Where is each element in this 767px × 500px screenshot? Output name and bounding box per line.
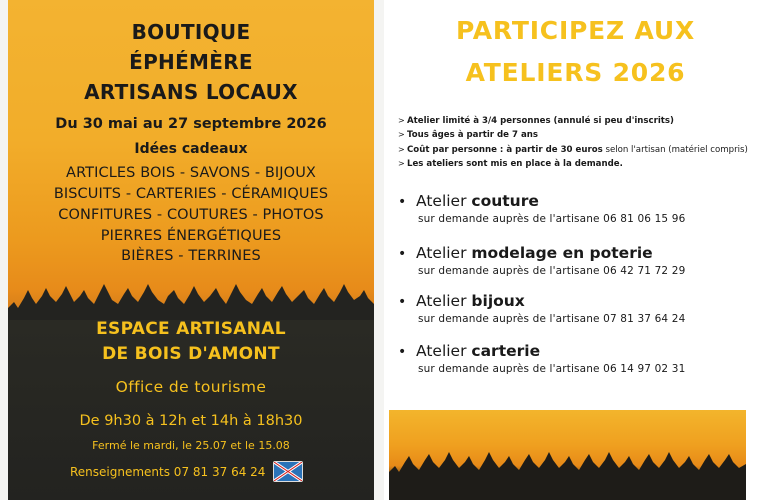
atelier-contact: sur demande auprès de l'artisane 07 81 37 64 24 xyxy=(418,313,686,325)
right-title-line-1: PARTICIPEZ AUX xyxy=(455,16,696,45)
workshop-rules-list xyxy=(398,114,763,171)
atelier-contact: sur demande auprès de l'artisane 06 42 71 72 29 xyxy=(418,265,686,277)
arrow-icon: > xyxy=(398,130,405,140)
left-products-line-2: BISCUITS - CARTERIES - CÉRAMIQUES xyxy=(53,186,329,202)
atelier-poterie: • Atelier modelage en poterie sur demande auprès de l'artisane 06 42 71 72 29 xyxy=(398,244,758,277)
bullet-icon: • xyxy=(398,194,407,210)
rule-item: > Les ateliers sont mis en place à la demande. xyxy=(398,157,763,171)
left-products-line-1: ARTICLES BOIS - SAVONS - BIJOUX xyxy=(66,165,316,181)
arrow-icon: > xyxy=(398,158,405,168)
left-gift-ideas: Idées cadeaux xyxy=(134,141,248,157)
venue-name-line-2: DE BOIS D'AMONT xyxy=(102,344,280,364)
bullet-icon: • xyxy=(398,344,407,360)
left-title-line-3: ARTISANS LOCAUX xyxy=(84,80,298,104)
rule-item: > Atelier limité à 3/4 personnes (annulé si peu d'inscrits) xyxy=(398,114,763,128)
left-products-line-3: CONFITURES - COUTURES - PHOTOS xyxy=(58,207,324,223)
atelier-couture: • Atelier couture sur demande auprès de l'artisane 06 81 06 15 96 xyxy=(398,192,758,225)
arrow-icon: > xyxy=(398,116,405,125)
flag-icon xyxy=(273,461,303,482)
bullet-icon: • xyxy=(398,246,407,262)
sunset-forest-photo xyxy=(389,410,746,500)
right-title-line-2: ATELIERS 2026 xyxy=(465,58,686,87)
venue-name-line-1: ESPACE ARTISANAL xyxy=(96,319,286,339)
left-flyer xyxy=(8,0,374,500)
info-phone: Renseignements 07 81 37 64 24 xyxy=(70,465,266,479)
left-products-line-4: PIERRES ÉNERGÉTIQUES xyxy=(100,228,282,244)
rule-item: > Coût par personne : à partir de 30 euros selon l'artisan (matériel compris) xyxy=(398,143,763,157)
atelier-contact: sur demande auprès de l'artisane 06 14 97 02 31 xyxy=(418,363,686,375)
atelier-bijoux: • Atelier bijoux sur demande auprès de l'artisane 07 81 37 64 24 xyxy=(398,292,758,325)
closing-days: Fermé le mardi, le 25.07 et le 15.08 xyxy=(92,439,290,452)
arrow-icon: > xyxy=(398,144,405,154)
right-flyer xyxy=(384,0,767,500)
atelier-contact: sur demande auprès de l'artisane 06 81 06 15 96 xyxy=(418,213,686,225)
bullet-icon: • xyxy=(398,294,407,310)
opening-hours: De 9h30 à 12h et 14h à 18h30 xyxy=(79,413,303,429)
left-dates: Du 30 mai au 27 septembre 2026 xyxy=(55,116,327,132)
left-title-line-2: ÉPHÉMÈRE xyxy=(129,50,253,74)
rule-item: > Tous âges à partir de 7 ans xyxy=(398,128,763,142)
atelier-carterie: • Atelier carterie sur demande auprès de l'artisane 06 14 97 02 31 xyxy=(398,342,758,375)
tourism-office-label: Office de tourisme xyxy=(115,378,267,396)
left-products-line-5: BIÈRES - TERRINES xyxy=(121,248,261,264)
left-title-line-1: BOUTIQUE xyxy=(131,20,251,44)
forest-treeline-graphic xyxy=(8,278,374,320)
